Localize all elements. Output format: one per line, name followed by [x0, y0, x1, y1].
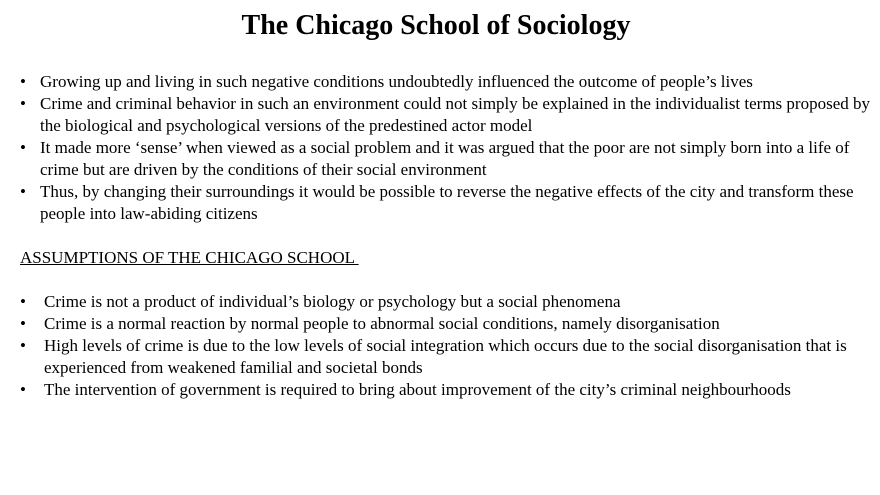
- assumptions-bullet-list: [20, 291, 872, 401]
- list-item: [20, 137, 870, 181]
- slide-title: The Chicago School of Sociology: [241, 10, 631, 41]
- bullet-text: Crime is a normal reaction by normal people to abnormal social conditions, namely disorganisation: [44, 314, 720, 333]
- list-item: [20, 181, 870, 225]
- bullet-text: Growing up and living in such negative conditions undoubtedly influenced the outcome of people’s lives: [40, 72, 753, 91]
- bullet-icon: •: [20, 292, 26, 311]
- bullet-icon: •: [20, 72, 26, 91]
- bullet-icon: •: [20, 138, 26, 157]
- bullet-text: Crime is not a product of individual’s biology or psychology but a social phenomena: [44, 292, 621, 311]
- list-item: [20, 379, 872, 401]
- bullet-text: Crime and criminal behavior in such an environment could not simply be explained in the individualist terms proposed by the biological and psychological versions of the predestined actor model: [40, 94, 870, 135]
- list-item: [20, 313, 872, 335]
- bullet-text: Thus, by changing their surroundings it would be possible to reverse the negative effects of the city and transform these people into law-abiding citizens: [40, 182, 854, 223]
- bullet-text: High levels of crime is due to the low levels of social integration which occurs due to the social disorganisation that is experienced from weakened familial and societal bonds: [44, 336, 847, 377]
- bullet-text: It made more ‘sense’ when viewed as a social problem and it was argued that the poor are not simply born into a life of crime but are driven by the conditions of their social environment: [40, 138, 850, 179]
- bullet-icon: •: [20, 94, 26, 113]
- bullet-icon: •: [20, 336, 26, 355]
- bullet-text: The intervention of government is required to bring about improvement of the city’s criminal neighbourhoods: [44, 380, 791, 399]
- list-item: [20, 71, 870, 93]
- assumptions-heading: ASSUMPTIONS OF THE CHICAGO SCHOOL: [20, 248, 359, 267]
- list-item: [20, 93, 870, 137]
- bullet-icon: •: [20, 182, 26, 201]
- list-item: [20, 335, 872, 379]
- bullet-icon: •: [20, 314, 26, 333]
- list-item: [20, 291, 872, 313]
- bullet-icon: •: [20, 380, 26, 399]
- intro-bullet-list: [20, 71, 870, 225]
